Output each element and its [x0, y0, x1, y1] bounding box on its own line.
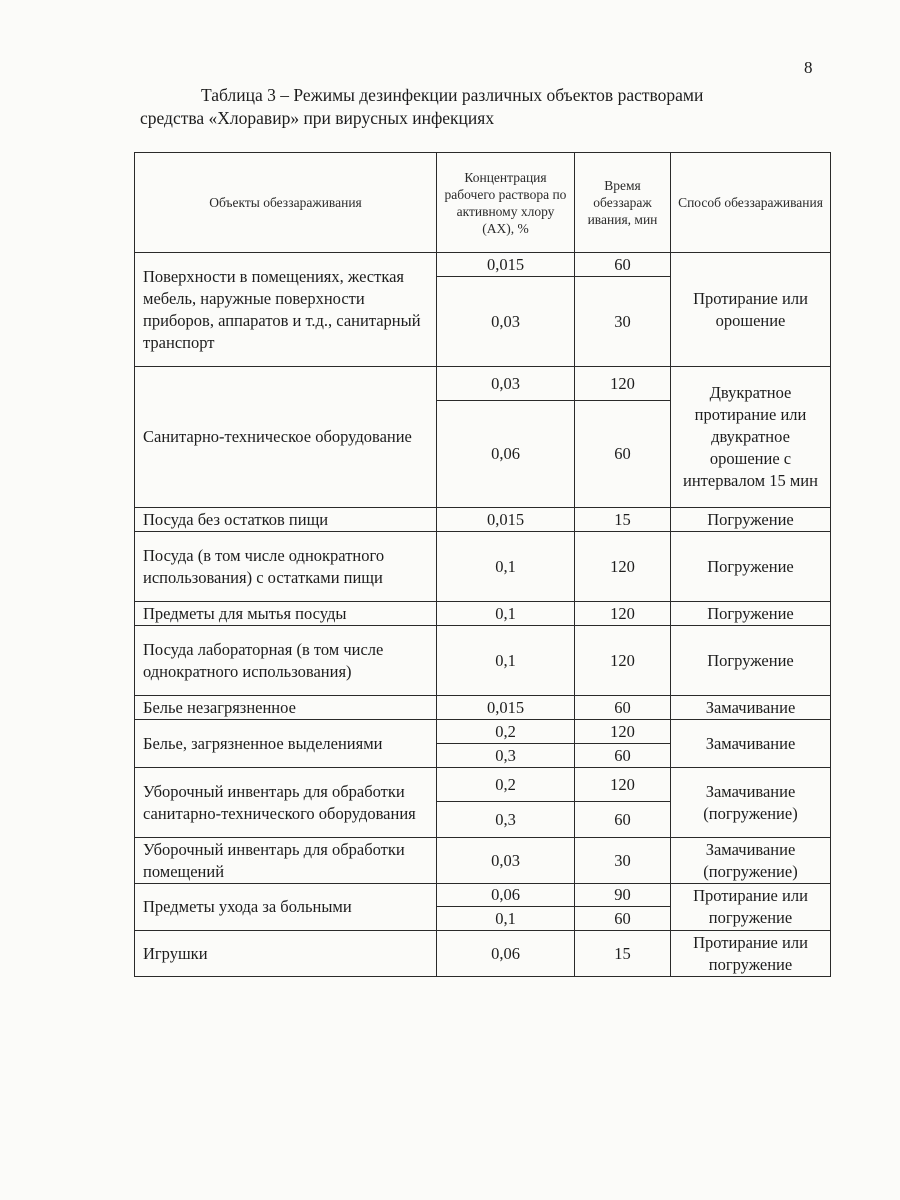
- time-cell: 120: [575, 602, 671, 626]
- header-time: Время обеззараж ивания, мин: [575, 153, 671, 253]
- table-row: [135, 508, 831, 532]
- object-cell: Белье незагрязненное: [135, 696, 437, 720]
- time-cell: 90: [575, 884, 671, 907]
- method-cell: Замачивание: [671, 720, 831, 768]
- header-method: Способ обеззараживания: [671, 153, 831, 253]
- concentration-cell: 0,06: [437, 931, 575, 977]
- method-cell: Погружение: [671, 602, 831, 626]
- table-row: [135, 768, 831, 802]
- concentration-cell: 0,015: [437, 696, 575, 720]
- method-cell: Замачивание: [671, 696, 831, 720]
- table-row: [135, 367, 831, 401]
- method-cell: Замачивание (погружение): [671, 838, 831, 884]
- time-cell: 60: [575, 696, 671, 720]
- object-cell: Уборочный инвентарь для обработки помещений: [135, 838, 437, 884]
- concentration-cell: 0,015: [437, 508, 575, 532]
- time-cell: 15: [575, 931, 671, 977]
- concentration-cell: 0,06: [437, 401, 575, 508]
- table-row: [135, 838, 831, 884]
- concentration-cell: 0,1: [437, 532, 575, 602]
- object-cell: Посуда без остатков пищи: [135, 508, 437, 532]
- concentration-cell: 0,3: [437, 744, 575, 768]
- object-cell: Санитарно-техническое оборудование: [135, 367, 437, 508]
- page-number: 8: [804, 58, 813, 77]
- table-row: [135, 253, 831, 277]
- header-concentration: Концентрация рабочего раствора по активному хлору (АХ), %: [437, 153, 575, 253]
- caption-line-2: средства «Хлоравир» при вирусных инфекциях: [140, 108, 495, 128]
- object-cell: Поверхности в помещениях, жесткая мебель, наружные поверхности приборов, аппаратов и т.д., санитарный транспорт: [135, 253, 437, 367]
- table-row: [135, 696, 831, 720]
- table-row: [135, 931, 831, 977]
- time-cell: 30: [575, 277, 671, 367]
- method-cell: Погружение: [671, 532, 831, 602]
- method-cell: Протирание или погружение: [671, 884, 831, 931]
- object-cell: Посуда лабораторная (в том числе однократного использования): [135, 626, 437, 696]
- method-cell: Протирание или орошение: [671, 253, 831, 367]
- object-cell: Предметы для мытья посуды: [135, 602, 437, 626]
- disinfection-modes-table: [134, 152, 831, 977]
- object-cell: Посуда (в том числе однократного использования) с остатками пищи: [135, 532, 437, 602]
- table-row: [135, 602, 831, 626]
- table-row: [135, 884, 831, 907]
- concentration-cell: 0,2: [437, 768, 575, 802]
- concentration-cell: 0,06: [437, 884, 575, 907]
- method-cell: Погружение: [671, 508, 831, 532]
- object-cell: Игрушки: [135, 931, 437, 977]
- time-cell: 60: [575, 253, 671, 277]
- concentration-cell: 0,03: [437, 367, 575, 401]
- concentration-cell: 0,1: [437, 602, 575, 626]
- time-cell: 120: [575, 626, 671, 696]
- concentration-cell: 0,3: [437, 802, 575, 838]
- method-cell: Двукратное протирание или двукратное орошение с интервалом 15 мин: [671, 367, 831, 508]
- time-cell: 120: [575, 367, 671, 401]
- caption-line-1: Таблица 3 – Режимы дезинфекции различных объектов растворами: [201, 85, 704, 105]
- method-cell: Протирание или погружение: [671, 931, 831, 977]
- time-cell: 60: [575, 744, 671, 768]
- time-cell: 60: [575, 907, 671, 931]
- concentration-cell: 0,1: [437, 626, 575, 696]
- table-row: [135, 720, 831, 744]
- time-cell: 60: [575, 401, 671, 508]
- time-cell: 120: [575, 532, 671, 602]
- time-cell: 120: [575, 768, 671, 802]
- method-cell: Погружение: [671, 626, 831, 696]
- time-cell: 120: [575, 720, 671, 744]
- table-row: [135, 626, 831, 696]
- table-caption: [140, 84, 830, 130]
- object-cell: Предметы ухода за больными: [135, 884, 437, 931]
- concentration-cell: 0,03: [437, 277, 575, 367]
- object-cell: Уборочный инвентарь для обработки санитарно-технического оборудования: [135, 768, 437, 838]
- concentration-cell: 0,2: [437, 720, 575, 744]
- time-cell: 15: [575, 508, 671, 532]
- concentration-cell: 0,1: [437, 907, 575, 931]
- concentration-cell: 0,03: [437, 838, 575, 884]
- time-cell: 60: [575, 802, 671, 838]
- header-object: Объекты обеззараживания: [135, 153, 437, 253]
- method-cell: Замачивание (погружение): [671, 768, 831, 838]
- concentration-cell: 0,015: [437, 253, 575, 277]
- time-cell: 30: [575, 838, 671, 884]
- object-cell: Белье, загрязненное выделениями: [135, 720, 437, 768]
- table-row: [135, 532, 831, 602]
- table-header-row: [135, 153, 831, 253]
